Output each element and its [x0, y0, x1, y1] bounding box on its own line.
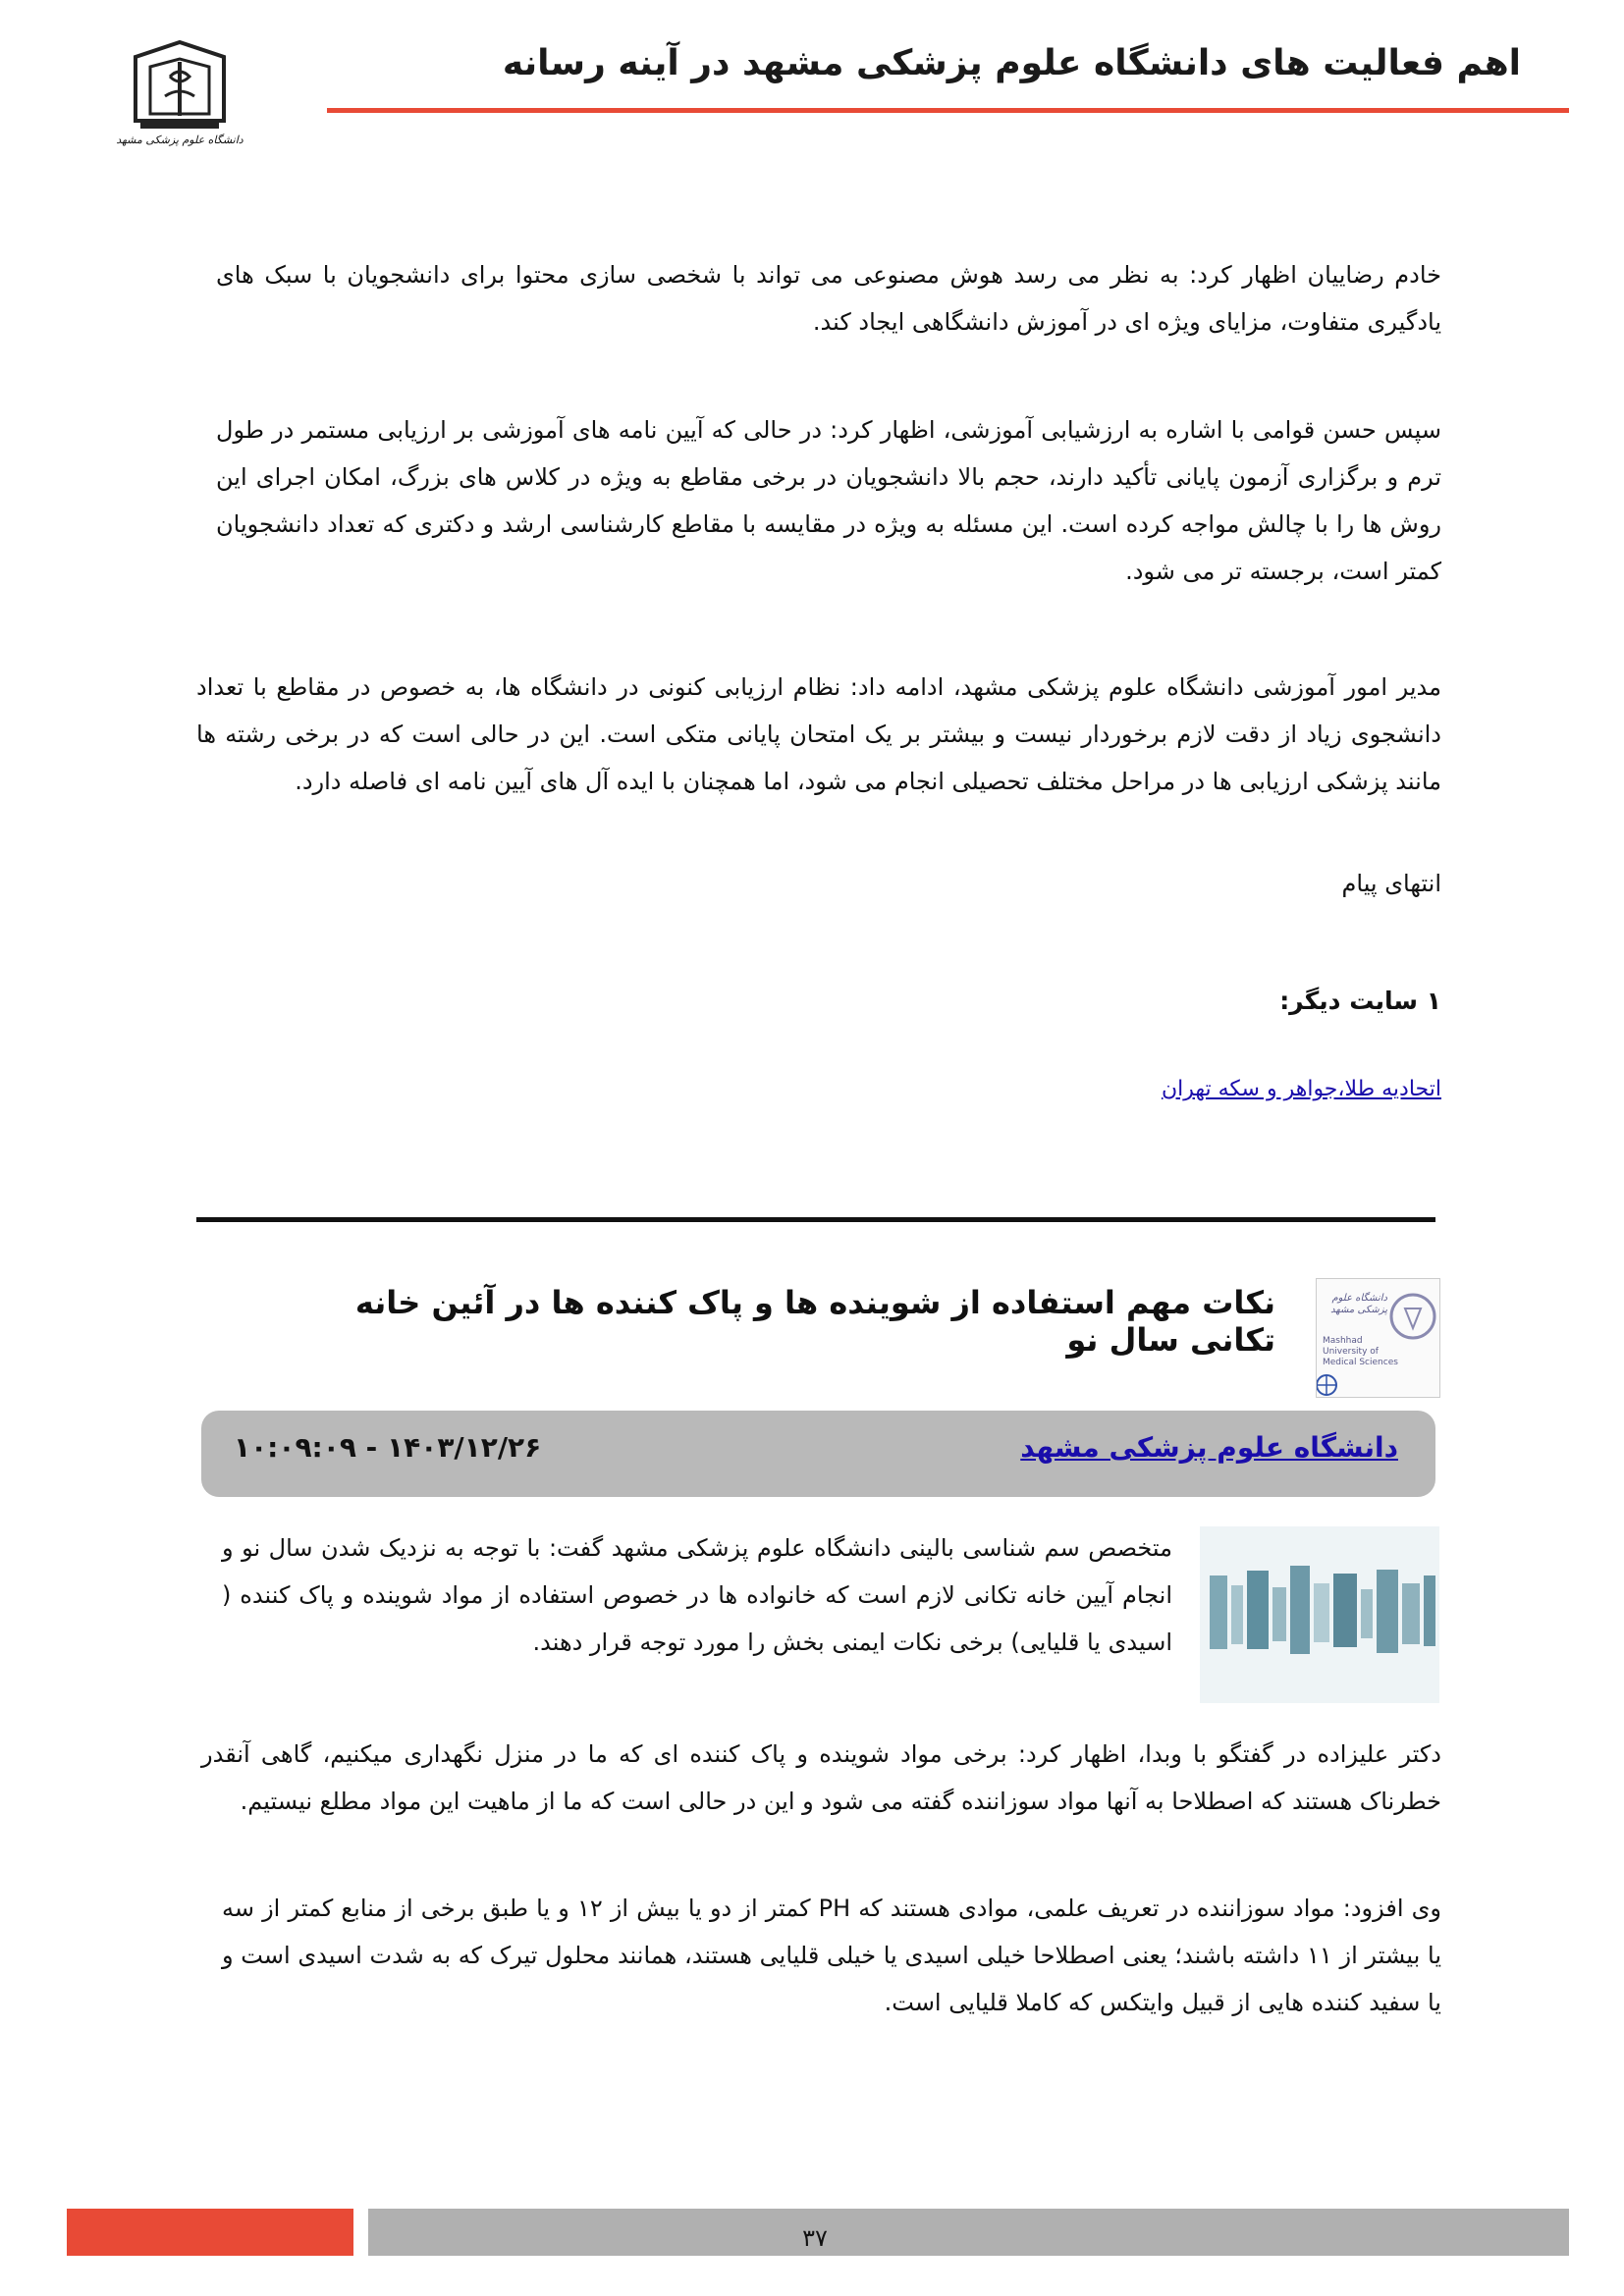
university-logo	[116, 37, 244, 160]
article-paragraph-2: دکتر علیزاده در گفتگو با وبدا، اظهار کرد: برخی مواد شوینده و پاک کننده ای که ما در منزل نگهداری میکنیم، گاهی آنقدر خطرناک هستند که اصطلاحا به آنها مواد سوزاننده گفته می شود و این در حالی است که ما از ماهیت این مواد مطلع نیستیم.	[201, 1740, 1441, 1815]
other-site-link[interactable]: اتحادیه طلا،جواهر و سکه تهران	[1161, 1077, 1441, 1101]
article-title: نکات مهم استفاده از شوینده ها و پاک کننده ها در آئین خانه تکانی سال نو	[354, 1284, 1275, 1359]
end-of-message: انتهای پیام	[1341, 870, 1441, 897]
article-paragraph-3: وی افزود: مواد سوزاننده در تعریف علمی، موادی هستند که PH کمتر از دو یا بیش از ۱۲ و یا طبق برخی از منابع کمتر از سه یا بیشتر از ۱۱ داشته باشند؛ یعنی اصطلاحا خیلی اسیدی یا خیلی قلیایی هستند، همانند محلول تیرک که به شدت اسیدی است و یا سفید کننده هایی از قبیل وایتکس که کاملا قلیایی است.	[222, 1895, 1442, 2016]
article-paragraph-1: متخصص سم شناسی بالینی دانشگاه علوم پزشکی مشهد گفت: با توجه به نزدیک شدن سال نو و انجام آیین خانه تکانی لازم است که خانواده ها در خصوص استفاده از مواد شوینده و پاک کننده ( اسیدی یا قلیایی) برخی نکات ایمنی بخش را مورد توجه قرار دهند.	[222, 1534, 1172, 1656]
article-thumbnail	[1200, 1526, 1439, 1703]
source-logo-text: دانشگاه علوم پزشکی مشهد	[1330, 1293, 1387, 1315]
source-link[interactable]: دانشگاه علوم پزشکی مشهد	[1020, 1431, 1398, 1464]
paragraph-1: خادم رضاییان اظهار کرد: به نظر می رسد هوش مصنوعی می تواند با شخصی سازی محتوا برای دانشجویان با سبک های یادگیری متفاوت، مزایای ویژه ای در آموزش دانشگاهی ایجاد کند.	[216, 261, 1441, 336]
page-number: ۳۷	[802, 2224, 828, 2252]
logo-caption: دانشگاه علوم پزشکی مشهد	[116, 133, 244, 146]
source-logo	[1316, 1278, 1440, 1398]
source-logo-subtext: Mashhad University of Medical Sciences	[1323, 1336, 1398, 1367]
header-rule	[327, 108, 1569, 113]
footer-accent-bar	[67, 2209, 353, 2256]
section-divider	[196, 1217, 1435, 1222]
publish-datetime: ۱۴۰۳/۱۲/۲۶ - ۱۰:۰۹:۰۹	[234, 1431, 542, 1464]
other-sites-label: ۱ سایت دیگر:	[1279, 987, 1441, 1015]
paragraph-3: مدیر امور آموزشی دانشگاه علوم پزشکی مشهد، ادامه داد: نظام ارزیابی کنونی در دانشگاه ها، به خصوص در مقاطع با تعداد دانشجوی زیاد از دقت لازم برخوردار نیست و بیشتر بر یک امتحان پایانی متکی است. این در حالی است که در برخی رشته ها مانند پزشکی ارزیابی ها در مراحل مختلف تحصیلی انجام می شود، اما همچنان با ایده آل های آیین نامه ای فاصله دارد.	[196, 673, 1441, 795]
footer-bar	[368, 2209, 1569, 2256]
paragraph-2: سپس حسن قوامی با اشاره به ارزشیابی آموزشی، اظهار کرد: در حالی که آیین نامه های آموزشی بر ارزیابی مستمر در طول ترم و برگزاری آزمون پایانی تأکید دارند، حجم بالا دانشجویان در برخی مقاطع به ویژه در کلاس های بزرگ، امکان اجرای این روش ها را با چالش مواجه کرده است. این مسئله به ویژه در مقایسه با مقاطع کارشناسی ارشد و دکتری که تعداد دانشجویان کمتر است، برجسته تر می شود.	[216, 416, 1441, 585]
page-title: اهم فعالیت های دانشگاه علوم پزشکی مشهد در آینه رسانه	[502, 43, 1521, 83]
